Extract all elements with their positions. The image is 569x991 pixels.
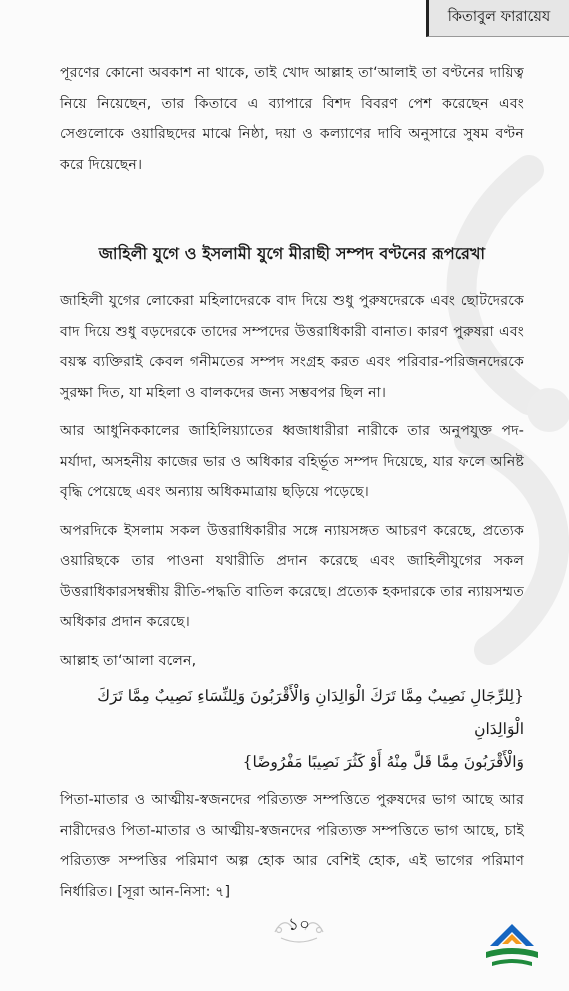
quran-verse-line-1: {لِلرِّجَالِ نَصِيبٌ مِمَّا تَرَكَ الْوَالِدَانِ وَالْأَقْرَبُونَ وَلِلنِّسَاءِ نَصِيبٌ مِمَّا تَرَكَ الْوَالِدَانِ: [97, 687, 524, 738]
section-heading: জাহিলী যুগে ও ইসলামী যুগে মীরাছী সম্পদ বণ্টনের রূপরেখা: [98, 244, 486, 263]
body-paragraph-1: জাহিলী যুগের লোকেরা মহিলাদেরকে বাদ দিয়ে শুধু পুরুষদেরকে এবং ছোটদেরকে বাদ দিয়ে শুধু বড়দেরকে তাদের সম্পদের উত্তরাধিকারী বানাত। কারণ পুরুষরা এবং বয়স্ক ব্যক্তিরাই কেবল গনীমতের সম্পদ সংগ্রহ করত এবং পরিবার-পরিজনদেরকে সুরক্ষা দিত, যা মহিলা ও বালকদের জন্য সম্ভবপর ছিল না।: [60, 293, 524, 401]
page-number: [271, 906, 327, 946]
publisher-logo-icon: [482, 920, 542, 970]
quran-verse-line-2: وَالْأَقْرَبُونَ مِمَّا قَلَّ مِنْهُ أَوْ كَثُرَ نَصِيبًا مَفْرُوضًا}: [242, 753, 524, 771]
book-title: কিতাবুল ফারায়েয: [447, 9, 551, 25]
running-header: [426, 0, 569, 37]
verse-translation: পিতা-মাতার ও আত্মীয়-স্বজনদের পরিত্যক্ত সম্পত্তিতে পুরুষদের ভাগ আছে আর নারীদেরও পিতা-মাতার ও আত্মীয়-স্বজনদের পরিত্যক্ত সম্পত্তিতে ভাগ আছে, চাই পরিত্যক্ত সম্পত্তির পরিমাণ অল্প হোক আর বেশিই হোক, এই ভাগের পরিমাণ নির্ধারিত। [সূরা আন-নিসা: ৭]: [60, 792, 524, 900]
quran-verse: [60, 680, 524, 779]
body-paragraph-3: অপরদিকে ইসলাম সকল উত্তরাধিকারীর সঙ্গে ন্যায়সঙ্গত আচরণ করেছে, প্রত্যেক ওয়ারিছকে তার পাওনা যথারীতি প্রদান করেছে এবং জাহিলীযুগের সকল উত্তরাধিকারসম্বন্ধীয় রীতি-পদ্ধতি বাতিল করেছে। প্রত্যেক হকদারকে তার ন্যায়সম্মত অধিকার প্রদান করেছে।: [60, 522, 524, 630]
quote-intro: আল্লাহ তা‘আলা বলেন,: [60, 652, 197, 669]
page-body: [60, 58, 524, 907]
body-paragraph-2: আর আধুনিককালের জাহিলিয়্যাতের ধ্বজাধারীরা নারীকে তার অনুপযুক্ত পদ-মর্যাদা, অসহনীয় কাজের ভার ও অধিকার বহির্ভূত সম্পদ দিয়েছে, যার ফলে অনিষ্ট বৃদ্ধি পেয়েছে এবং অন্যায় অধিকমাত্রায় ছড়িয়ে পড়েছে।: [60, 423, 524, 500]
page-number-text: ১০: [287, 915, 311, 935]
intro-paragraph: পূরণের কোনো অবকাশ না থাকে, তাই খোদ আল্লাহ তা‘আলাই তা বণ্টনের দায়িত্ব নিয়ে নিয়েছেন, তার কিতাবে এ ব্যাপারে বিশদ বিবরণ পেশ করেছেন এবং সেগুলোকে ওয়ারিছদের মাঝে নিষ্ঠা, দয়া ও কল্যাণের দাবি অনুসারে সুষম বণ্টন করে দিয়েছেন।: [60, 65, 524, 173]
